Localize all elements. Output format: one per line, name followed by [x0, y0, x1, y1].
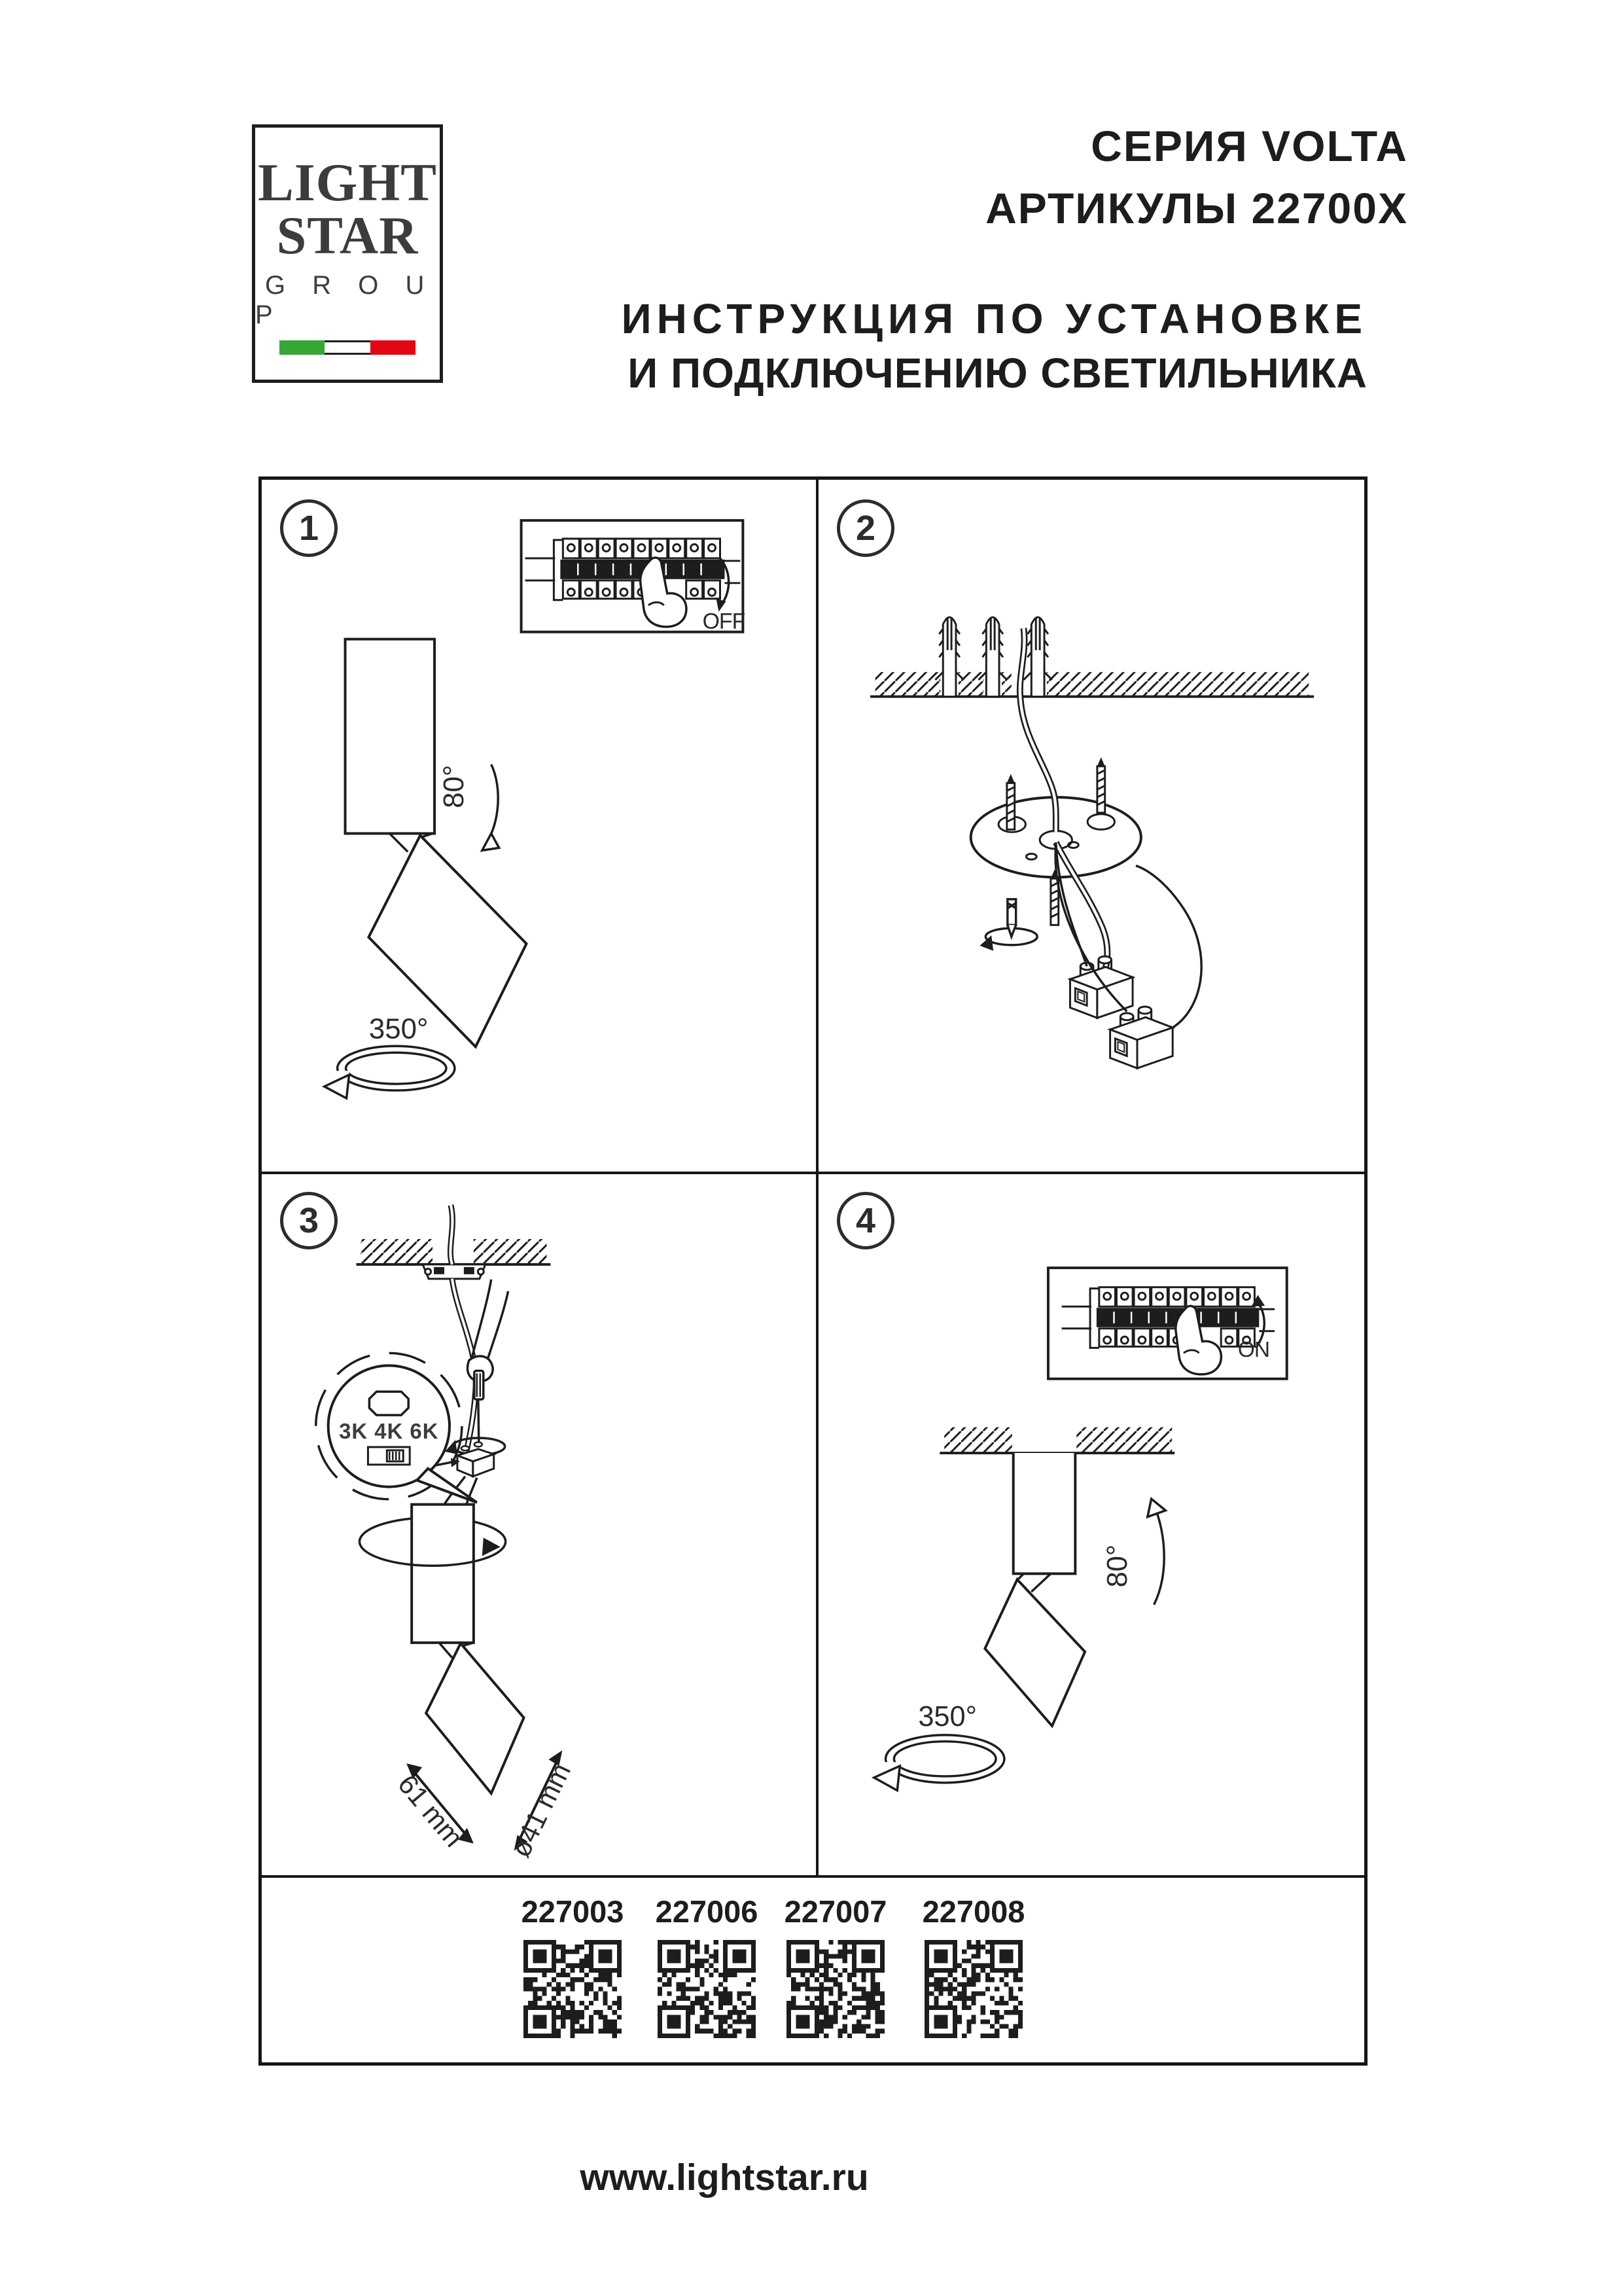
tilt-arrow-icon	[1148, 1499, 1166, 1605]
product-column	[638, 1893, 775, 2041]
logo-word-star: STAR	[276, 205, 419, 265]
article-number: 227006	[655, 1894, 758, 1929]
tilt-angle-label: 80°	[1102, 1544, 1134, 1588]
step-badge-4	[837, 1192, 894, 1249]
screwdriver-bit-icon	[980, 899, 1037, 951]
power-on-inset	[1048, 1268, 1287, 1379]
step-number: 4	[855, 1201, 876, 1240]
article-number: 227007	[784, 1894, 887, 1929]
spot-lamp-icon	[345, 639, 527, 1047]
qr-code	[786, 1940, 885, 2038]
flag-red	[370, 340, 415, 355]
lamp-face-icon	[369, 1391, 408, 1415]
product-column	[905, 1893, 1042, 2041]
step-badge-2	[837, 499, 894, 557]
article-number: 227008	[922, 1894, 1025, 1929]
instruction-title-line1: ИНСТРУКЦИЯ ПО УСТАНОВКЕ	[621, 295, 1368, 342]
rotation-angle-label: 350°	[918, 1701, 978, 1733]
series-title-block	[985, 115, 1408, 240]
off-label: OFF	[702, 609, 745, 634]
qr-code	[523, 1940, 622, 2038]
logo-word-light: LIGHT	[258, 152, 437, 213]
installed-plate-icon	[423, 1265, 485, 1279]
on-label: ON	[1237, 1338, 1270, 1363]
tilt-arrow-icon	[482, 764, 499, 851]
terminal-block-icon	[1110, 1007, 1173, 1068]
instruction-title-line2: И ПОДКЛЮЧЕНИЮ СВЕТИЛЬНИКА	[627, 350, 1368, 397]
step-number: 3	[298, 1201, 319, 1240]
qr-code	[925, 1940, 1023, 2038]
qr-code	[658, 1940, 756, 2038]
instruction-title-block	[622, 292, 1368, 401]
instruction-grid	[258, 476, 1368, 2066]
product-column	[767, 1893, 904, 2041]
ceiling-hatch	[940, 1427, 1174, 1453]
product-column	[504, 1893, 641, 2041]
kelvin-selector-label: 3K 4K 6K	[339, 1418, 439, 1443]
article-qr-strip	[262, 1878, 1364, 2062]
diameter-dimension-label: ø41 mm	[504, 1758, 577, 1862]
step4-illustration	[819, 1174, 1364, 1873]
step-badge-3	[280, 1192, 338, 1249]
rotation-arrow-icon	[325, 1046, 455, 1098]
spot-lamp-icon	[985, 1453, 1085, 1726]
spot-lamp-icon	[359, 1505, 523, 1793]
mains-cable-icon	[450, 1205, 476, 1452]
step3-illustration	[262, 1174, 813, 1873]
series-title: СЕРИЯ VOLTA	[1091, 122, 1408, 170]
article-number: 227003	[521, 1894, 624, 1929]
hand-screwdriver-icon	[445, 1280, 508, 1455]
rotation-arrow-icon	[874, 1735, 1004, 1791]
step-badge-1	[280, 499, 338, 557]
footer-url: www.lightstar.ru	[580, 2157, 869, 2198]
step-number: 1	[298, 509, 319, 548]
step2-illustration	[819, 480, 1364, 1169]
italy-flag-icon	[279, 340, 415, 355]
articles-title: АРТИКУЛЫ 22700X	[985, 184, 1408, 233]
logo-word-group: G R O U P	[255, 270, 434, 329]
rotation-angle-label: 350°	[368, 1013, 429, 1045]
screw-icon	[1097, 757, 1105, 813]
step1-illustration	[262, 480, 813, 1169]
tilt-angle-label: 80°	[437, 764, 470, 808]
flag-green	[279, 340, 325, 355]
step-number: 2	[855, 509, 876, 548]
width-dimension-label: 61 mm	[392, 1768, 470, 1853]
screw-icon	[1007, 774, 1015, 830]
lightstar-logo	[252, 124, 443, 383]
ceiling-hatch	[870, 672, 1314, 697]
flag-white	[325, 340, 370, 355]
